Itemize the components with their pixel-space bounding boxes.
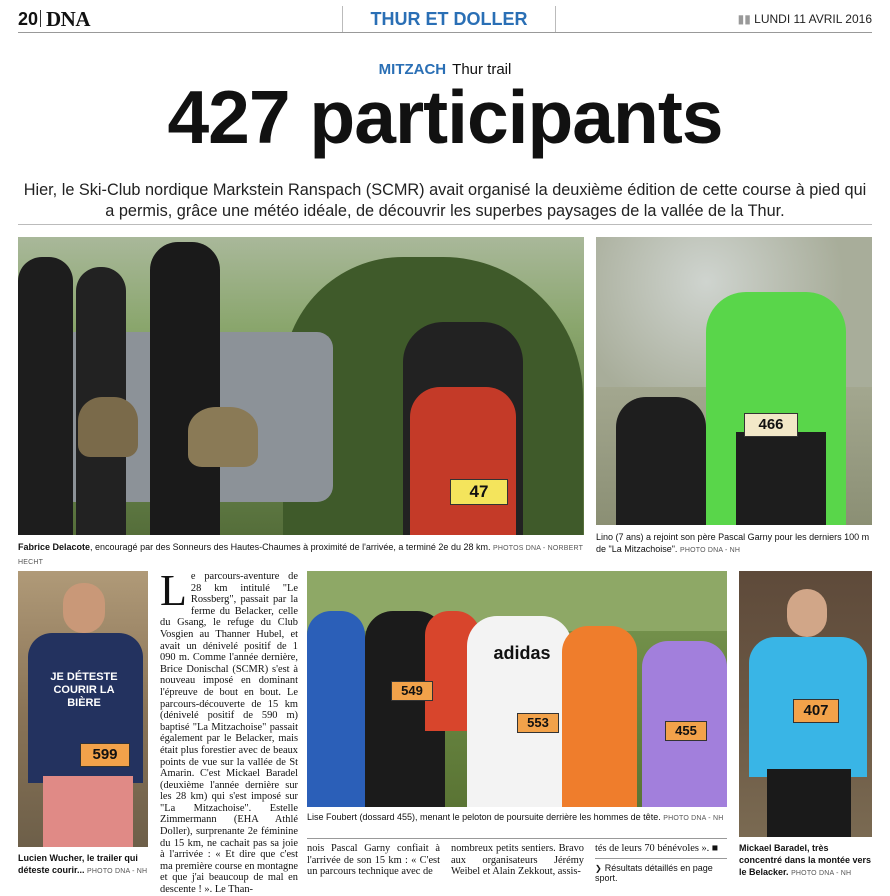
article-body-text: e parcours-aventure de 28 km intitulé "Le Rossberg", passait par la ferme du Belacker, celle du Gsang, le refuge du Club Vosgien au Thanner Hubel, et avait un dénivelé positif de 1 090 m. Comme l'année dernière, Brice Donischal (SCMR) s'est à nouveau imposé en dominant l'épreuve de bout en bout. Le parcours-découverte de 15 km (dénivelé positif de 590 m) baptisé "La Mitzachoise" passait également par le Belacker, mais était plus forestier avec de beaux points de vue sur la vallée de St Amarin. C'est Mickael Baradel (deuxième l'année dernière sur les 28 km) qui s'est imposé sur "La Mitzachoise". Estelle Zimmermann (EHA Athlé Doller), surprenante 2e féminine du 15 km, ne cachait pas sa joie à l'arrivée : « Et dire que c'est ma première course en montagne et que j'ai beaucoup de mal en descente ! ». Le Than-	[160, 571, 298, 896]
date-text: LUNDI 11 AVRIL 2016	[754, 12, 872, 26]
subject-label: Thur trail	[452, 61, 512, 78]
photo-peloton	[307, 571, 727, 807]
photo-credit: PHOTO DNA - NH	[679, 547, 741, 554]
caption-text: Lucien Wucher, le trailer qui déteste courir...	[18, 853, 138, 875]
bib-number: 455	[665, 721, 707, 741]
arrow-right-icon: ❯	[595, 864, 602, 873]
photo-cowbell	[188, 407, 258, 467]
photo-runner-47	[18, 237, 584, 535]
date	[738, 12, 872, 26]
see-also-text: Résultats détaillés en page sport.	[595, 863, 713, 883]
caption-text: Mickael Baradel, très concentré dans la montée vers le Belacker.	[739, 843, 872, 877]
caption-text: Lino (7 ans) a rejoint son père Pascal Garny pour les derniers 100 m de "La Mitzachoise".	[596, 532, 870, 554]
caption-text: , encouragé par des Sonneurs des Hautes-Chaumes à proximité de l'arrivée, a terminé 2e du 28 km.	[90, 542, 491, 552]
bib-number: 47	[450, 479, 508, 505]
photo-lucien-wucher	[18, 571, 148, 847]
photo-cowbell	[78, 397, 138, 457]
article-body-col2: nois Pascal Garny confiait à l'arrivée de son 15 km : « C'est un parcours technique avec de	[307, 843, 440, 878]
bib-number: 599	[80, 743, 130, 767]
photo-caption	[18, 541, 584, 569]
see-also-rule	[595, 858, 727, 859]
bib-number: 553	[517, 713, 559, 733]
photo-credit: PHOTO DNA - NH	[87, 868, 148, 875]
photo-runner-shorts	[767, 769, 851, 837]
caption-rule	[307, 838, 727, 839]
location-label: MITZACH	[378, 61, 447, 78]
date-marker-icon: ▮▮	[737, 12, 755, 26]
section-title: THUR ET DOLLER	[342, 6, 556, 32]
intro-paragraph: Hier, le Ski-Club nordique Markstein Ranspach (SCMR) avait organisé la deuxième édition de cette course à pied qui a permis, grâce une météo idéale, de découvrir les superbes paysages de la vallée de la Thur.	[23, 181, 867, 220]
headline: 427 participants	[167, 75, 723, 159]
photo-runner-orange	[562, 626, 637, 807]
photo-credit: PHOTO DNA - NH	[663, 815, 724, 822]
photo-musician-3	[150, 242, 220, 535]
photo-caption	[596, 531, 872, 557]
photo-mickael-baradel	[739, 571, 872, 837]
photo-father-son	[596, 237, 872, 525]
see-also	[595, 863, 735, 883]
photo-credit: PHOTOS DNA - NORBERT HECHT	[18, 545, 583, 566]
intro-rule	[18, 224, 872, 225]
photo-caption	[307, 811, 727, 825]
photo-child	[616, 397, 706, 525]
photo-musician-1	[18, 257, 73, 535]
photo-runner-head	[787, 589, 827, 637]
photo-runner-jersey	[410, 387, 516, 535]
photo-caption	[18, 852, 158, 878]
photo-credit: PHOTO DNA - NH	[791, 870, 852, 877]
photo-runner-head	[63, 583, 105, 633]
photo-father-shorts	[736, 432, 826, 525]
photo-runner-shorts	[43, 776, 133, 847]
shirt-brand: adidas	[493, 643, 551, 663]
header-divider	[40, 10, 41, 27]
drop-cap: L	[160, 566, 187, 615]
bib-number: 407	[793, 699, 839, 723]
caption-text: Lise Foubert (dossard 455), menant le peloton de poursuite derrière les hommes de tête.	[307, 812, 661, 822]
photo-runner-blue	[307, 611, 365, 807]
article-body-col4: tés de leurs 70 bénévoles ». ■	[595, 843, 719, 854]
photo-caption	[739, 842, 872, 880]
caption-name: Fabrice Delacote	[18, 542, 91, 552]
bib-number: 466	[744, 413, 798, 437]
brand-logo: DNA	[46, 7, 90, 31]
shirt-slogan: JE DÉTESTE COURIR LA BIÈRE	[50, 671, 118, 709]
bib-number: 549	[391, 681, 433, 701]
article-body-col1	[160, 566, 298, 896]
article-body-col3: nombreux petits sentiers. Bravo aux organisateurs Jérémy Weibel et Alain Zekkout, assis-	[451, 843, 584, 878]
page-number: 20	[18, 9, 39, 29]
